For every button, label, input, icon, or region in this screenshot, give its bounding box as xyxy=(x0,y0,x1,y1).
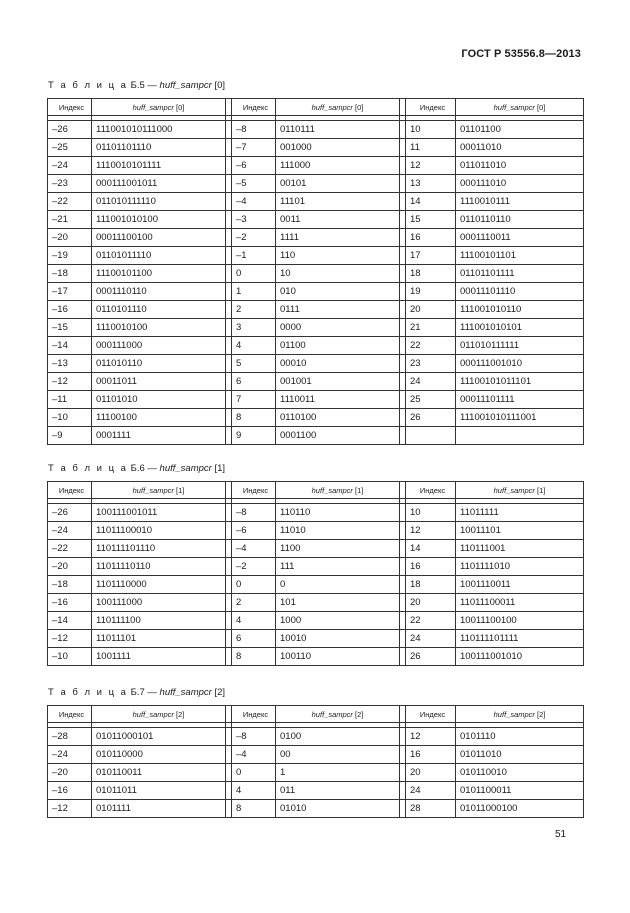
index-cell: 10 xyxy=(406,504,456,522)
code-cell: 111001010111000 xyxy=(92,121,226,139)
code-cell: 011010111111 xyxy=(456,337,584,355)
index-cell: –22 xyxy=(48,540,92,558)
index-cell: –12 xyxy=(48,373,92,391)
index-cell: 6 xyxy=(232,630,276,648)
index-cell: 4 xyxy=(232,337,276,355)
column-header-index: Индекс xyxy=(48,482,92,499)
table-row xyxy=(48,319,584,337)
index-cell: –13 xyxy=(48,355,92,373)
code-cell: 1001111 xyxy=(92,648,226,666)
column-header-code-name: huff_sampcr xyxy=(132,485,174,495)
index-cell: –28 xyxy=(48,728,92,746)
table-row xyxy=(48,373,584,391)
code-cell: 011 xyxy=(276,782,400,800)
code-cell: 1101111010 xyxy=(456,558,584,576)
code-cell: 000111001011 xyxy=(92,175,226,193)
code-cell: 11011100010 xyxy=(92,522,226,540)
table-header-row xyxy=(48,706,584,723)
index-cell: 8 xyxy=(232,409,276,427)
code-cell: 111001010111001 xyxy=(456,409,584,427)
index-cell: –5 xyxy=(232,175,276,193)
index-cell: 1 xyxy=(232,283,276,301)
code-cell: 0110111 xyxy=(276,121,400,139)
index-cell: 20 xyxy=(406,301,456,319)
column-header-code-name: huff_sampcr xyxy=(311,102,353,112)
index-cell: –16 xyxy=(48,782,92,800)
code-cell: 11011101 xyxy=(92,630,226,648)
index-cell: –26 xyxy=(48,121,92,139)
code-cell: 010 xyxy=(276,283,400,301)
code-cell: 10011101 xyxy=(456,522,584,540)
table-row xyxy=(48,522,584,540)
code-cell: 1110010111 xyxy=(456,193,584,211)
code-cell: 100110 xyxy=(276,648,400,666)
code-cell: 1111 xyxy=(276,229,400,247)
code-cell: 111001010101 xyxy=(456,319,584,337)
code-cell: 0011 xyxy=(276,211,400,229)
column-header-index: Индекс xyxy=(232,706,276,723)
table-row xyxy=(48,594,584,612)
column-header-index: Индекс xyxy=(48,99,92,116)
table-header-row xyxy=(48,482,584,499)
column-header-code-name: huff_sampcr xyxy=(311,709,353,719)
code-cell: 1001110011 xyxy=(456,576,584,594)
table-row xyxy=(48,193,584,211)
index-cell: 25 xyxy=(406,391,456,409)
code-cell: 011010110 xyxy=(92,355,226,373)
code-cell: 00 xyxy=(276,746,400,764)
code-cell: 11100101011101 xyxy=(456,373,584,391)
column-header-code-index: [2] xyxy=(537,709,546,719)
index-cell: 24 xyxy=(406,373,456,391)
code-cell: 111001010110 xyxy=(456,301,584,319)
table-header-row xyxy=(48,99,584,116)
code-cell: 1110010101111 xyxy=(92,157,226,175)
caption-prefix: Т а б л и ц а xyxy=(48,463,128,474)
table-row xyxy=(48,576,584,594)
index-cell: –2 xyxy=(232,558,276,576)
code-cell: 0001110110 xyxy=(92,283,226,301)
code-cell: 111001010100 xyxy=(92,211,226,229)
index-cell: 15 xyxy=(406,211,456,229)
index-cell: 24 xyxy=(406,782,456,800)
index-cell: 20 xyxy=(406,764,456,782)
code-cell: 000111000 xyxy=(92,337,226,355)
index-cell: 12 xyxy=(406,728,456,746)
index-cell: –1 xyxy=(232,247,276,265)
index-cell: 0 xyxy=(232,265,276,283)
table-row xyxy=(48,746,584,764)
index-cell: 11 xyxy=(406,139,456,157)
index-cell: –17 xyxy=(48,283,92,301)
code-cell: 0111 xyxy=(276,301,400,319)
code-cell: 0001111 xyxy=(92,427,226,445)
table-row xyxy=(48,139,584,157)
code-table xyxy=(47,481,584,666)
index-cell: –19 xyxy=(48,247,92,265)
code-cell xyxy=(456,427,584,445)
index-cell: 4 xyxy=(232,612,276,630)
index-cell: –4 xyxy=(232,540,276,558)
table-row xyxy=(48,630,584,648)
index-cell: 22 xyxy=(406,337,456,355)
table-row xyxy=(48,175,584,193)
column-header-code-name: huff_sampcr xyxy=(132,102,174,112)
index-cell: –24 xyxy=(48,746,92,764)
index-cell: –18 xyxy=(48,265,92,283)
index-cell: –15 xyxy=(48,319,92,337)
code-cell: 0101111 xyxy=(92,800,226,818)
code-cell: 11011110110 xyxy=(92,558,226,576)
index-cell: 17 xyxy=(406,247,456,265)
column-header-index: Индекс xyxy=(406,706,456,723)
table-row xyxy=(48,211,584,229)
index-cell: 16 xyxy=(406,746,456,764)
index-cell: 3 xyxy=(232,319,276,337)
table-row xyxy=(48,409,584,427)
column-header-code xyxy=(456,482,584,499)
code-cell: 11100100 xyxy=(92,409,226,427)
table-caption xyxy=(48,687,225,698)
code-cell: 11100101101 xyxy=(456,247,584,265)
index-cell: 23 xyxy=(406,355,456,373)
index-cell: 12 xyxy=(406,522,456,540)
code-cell: 0001110011 xyxy=(456,229,584,247)
table-row xyxy=(48,247,584,265)
index-cell: 13 xyxy=(406,175,456,193)
table-row xyxy=(48,265,584,283)
index-cell: –26 xyxy=(48,504,92,522)
code-cell: 11010 xyxy=(276,522,400,540)
code-cell: 01101010 xyxy=(92,391,226,409)
code-cell: 10010 xyxy=(276,630,400,648)
column-header-code xyxy=(276,482,400,499)
code-cell: 001000 xyxy=(276,139,400,157)
index-cell: 5 xyxy=(232,355,276,373)
caption-index: [2] xyxy=(214,687,226,698)
index-cell: –20 xyxy=(48,764,92,782)
code-cell: 0100 xyxy=(276,728,400,746)
caption-number: Б.7 — xyxy=(130,687,157,698)
code-cell: 00011010 xyxy=(456,139,584,157)
column-header-code-index: [1] xyxy=(355,485,364,495)
code-cell: 011010111110 xyxy=(92,193,226,211)
table-row xyxy=(48,764,584,782)
code-cell: 00101 xyxy=(276,175,400,193)
table-row xyxy=(48,558,584,576)
column-header-code-index: [1] xyxy=(176,485,185,495)
index-cell: –4 xyxy=(232,746,276,764)
index-cell: –7 xyxy=(232,139,276,157)
code-cell: 11101 xyxy=(276,193,400,211)
index-cell: –12 xyxy=(48,800,92,818)
column-header-code-name: huff_sampcr xyxy=(311,485,353,495)
code-cell: 1110010100 xyxy=(92,319,226,337)
code-cell: 110111101111 xyxy=(456,630,584,648)
code-cell: 110111001 xyxy=(456,540,584,558)
document-header: ГОСТ Р 53556.8—2013 xyxy=(461,48,581,60)
index-cell: –23 xyxy=(48,175,92,193)
index-cell: –16 xyxy=(48,594,92,612)
code-cell: 110 xyxy=(276,247,400,265)
code-cell: 110111101110 xyxy=(92,540,226,558)
column-header-index: Индекс xyxy=(232,482,276,499)
table-row xyxy=(48,612,584,630)
caption-number: Б.5 — xyxy=(130,80,157,91)
index-cell: 8 xyxy=(232,648,276,666)
code-cell: 01011000100 xyxy=(456,800,584,818)
code-cell: 1101110000 xyxy=(92,576,226,594)
index-cell: 26 xyxy=(406,409,456,427)
index-cell: –14 xyxy=(48,337,92,355)
code-cell: 011011010 xyxy=(456,157,584,175)
index-cell: –8 xyxy=(232,728,276,746)
code-cell: 01011011 xyxy=(92,782,226,800)
code-cell: 000111001010 xyxy=(456,355,584,373)
code-cell: 11011111 xyxy=(456,504,584,522)
index-cell: –6 xyxy=(232,522,276,540)
column-header-code-name: huff_sampcr xyxy=(493,709,535,719)
caption-prefix: Т а б л и ц а xyxy=(48,80,128,91)
column-header-code xyxy=(276,99,400,116)
column-header-code-index: [2] xyxy=(176,709,185,719)
code-cell: 010110011 xyxy=(92,764,226,782)
code-cell: 0110101110 xyxy=(92,301,226,319)
table-row xyxy=(48,504,584,522)
table-row xyxy=(48,301,584,319)
index-cell xyxy=(406,427,456,445)
code-cell: 1 xyxy=(276,764,400,782)
column-header-code-name: huff_sampcr xyxy=(493,102,535,112)
index-cell: –22 xyxy=(48,193,92,211)
code-cell: 10011100100 xyxy=(456,612,584,630)
code-table xyxy=(47,98,584,445)
code-cell: 10 xyxy=(276,265,400,283)
code-cell: 010110000 xyxy=(92,746,226,764)
index-cell: –12 xyxy=(48,630,92,648)
code-cell: 0 xyxy=(276,576,400,594)
table-caption xyxy=(48,80,225,91)
column-header-code-index: [0] xyxy=(355,102,364,112)
caption-name: huff_sampcr xyxy=(159,463,212,474)
column-header-index: Индекс xyxy=(232,99,276,116)
table-row xyxy=(48,283,584,301)
code-cell: 010110010 xyxy=(456,764,584,782)
code-cell: 01101011110 xyxy=(92,247,226,265)
code-cell: 001001 xyxy=(276,373,400,391)
code-cell: 100111001010 xyxy=(456,648,584,666)
index-cell: –2 xyxy=(232,229,276,247)
caption-index: [1] xyxy=(214,463,226,474)
column-header-code-index: [0] xyxy=(537,102,546,112)
column-header-code-index: [2] xyxy=(355,709,364,719)
index-cell: 10 xyxy=(406,121,456,139)
index-cell: 19 xyxy=(406,283,456,301)
code-cell: 111000 xyxy=(276,157,400,175)
caption-prefix: Т а б л и ц а xyxy=(48,687,128,698)
code-cell: 101 xyxy=(276,594,400,612)
index-cell: 4 xyxy=(232,782,276,800)
code-cell: 00011011 xyxy=(92,373,226,391)
column-header-index: Индекс xyxy=(48,706,92,723)
index-cell: 8 xyxy=(232,800,276,818)
caption-name: huff_sampcr xyxy=(159,80,212,91)
index-cell: –10 xyxy=(48,648,92,666)
index-cell: 18 xyxy=(406,265,456,283)
table-row xyxy=(48,121,584,139)
index-cell: –11 xyxy=(48,391,92,409)
code-cell: 1100 xyxy=(276,540,400,558)
table-row xyxy=(48,800,584,818)
table-row xyxy=(48,337,584,355)
index-cell: –8 xyxy=(232,504,276,522)
table-row xyxy=(48,229,584,247)
code-cell: 0001100 xyxy=(276,427,400,445)
code-table xyxy=(47,705,584,818)
index-cell: –6 xyxy=(232,157,276,175)
index-cell: 0 xyxy=(232,764,276,782)
code-cell: 0110100 xyxy=(276,409,400,427)
index-cell: –20 xyxy=(48,229,92,247)
column-header-code-name: huff_sampcr xyxy=(132,709,174,719)
index-cell: –24 xyxy=(48,522,92,540)
code-cell: 0101100011 xyxy=(456,782,584,800)
code-cell: 01101101110 xyxy=(92,139,226,157)
code-cell: 01011010 xyxy=(456,746,584,764)
column-header-code xyxy=(92,99,226,116)
index-cell: 16 xyxy=(406,558,456,576)
caption-number: Б.6 — xyxy=(130,463,157,474)
code-cell: 1000 xyxy=(276,612,400,630)
index-cell: –20 xyxy=(48,558,92,576)
index-cell: –4 xyxy=(232,193,276,211)
code-cell: 00011101111 xyxy=(456,391,584,409)
index-cell: –16 xyxy=(48,301,92,319)
index-cell: 14 xyxy=(406,540,456,558)
index-cell: 28 xyxy=(406,800,456,818)
code-cell: 110110 xyxy=(276,504,400,522)
column-header-index: Индекс xyxy=(406,99,456,116)
table-row xyxy=(48,648,584,666)
table-caption xyxy=(48,463,225,474)
index-cell: 18 xyxy=(406,576,456,594)
code-cell: 1110011 xyxy=(276,391,400,409)
index-cell: –21 xyxy=(48,211,92,229)
code-cell: 01100 xyxy=(276,337,400,355)
code-cell: 111 xyxy=(276,558,400,576)
column-header-index: Индекс xyxy=(406,482,456,499)
index-cell: –18 xyxy=(48,576,92,594)
code-cell: 11100101100 xyxy=(92,265,226,283)
index-cell: 7 xyxy=(232,391,276,409)
caption-index: [0] xyxy=(214,80,226,91)
table-row xyxy=(48,157,584,175)
index-cell: –9 xyxy=(48,427,92,445)
code-cell: 0110110110 xyxy=(456,211,584,229)
table-row xyxy=(48,540,584,558)
column-header-code-name: huff_sampcr xyxy=(493,485,535,495)
index-cell: 2 xyxy=(232,594,276,612)
index-cell: 9 xyxy=(232,427,276,445)
code-cell: 11011100011 xyxy=(456,594,584,612)
table-row xyxy=(48,728,584,746)
table-row xyxy=(48,427,584,445)
index-cell: –14 xyxy=(48,612,92,630)
column-header-code xyxy=(456,99,584,116)
code-cell: 00010 xyxy=(276,355,400,373)
index-cell: 12 xyxy=(406,157,456,175)
column-header-code xyxy=(92,482,226,499)
code-cell: 100111001011 xyxy=(92,504,226,522)
index-cell: 14 xyxy=(406,193,456,211)
index-cell: 20 xyxy=(406,594,456,612)
column-header-code xyxy=(276,706,400,723)
index-cell: –24 xyxy=(48,157,92,175)
column-header-code-index: [0] xyxy=(176,102,185,112)
index-cell: 6 xyxy=(232,373,276,391)
index-cell: –3 xyxy=(232,211,276,229)
code-cell: 00011101110 xyxy=(456,283,584,301)
code-cell: 01011000101 xyxy=(92,728,226,746)
index-cell: 16 xyxy=(406,229,456,247)
index-cell: 24 xyxy=(406,630,456,648)
code-cell: 01101101111 xyxy=(456,265,584,283)
table-row xyxy=(48,391,584,409)
index-cell: 22 xyxy=(406,612,456,630)
index-cell: 2 xyxy=(232,301,276,319)
code-cell: 0000 xyxy=(276,319,400,337)
column-header-code xyxy=(92,706,226,723)
index-cell: 26 xyxy=(406,648,456,666)
index-cell: –25 xyxy=(48,139,92,157)
code-cell: 01010 xyxy=(276,800,400,818)
index-cell: 21 xyxy=(406,319,456,337)
code-cell: 01101100 xyxy=(456,121,584,139)
table-row xyxy=(48,782,584,800)
index-cell: 0 xyxy=(232,576,276,594)
column-header-code-index: [1] xyxy=(537,485,546,495)
code-cell: 110111100 xyxy=(92,612,226,630)
code-cell: 0101110 xyxy=(456,728,584,746)
code-cell: 000111010 xyxy=(456,175,584,193)
code-cell: 00011100100 xyxy=(92,229,226,247)
index-cell: –10 xyxy=(48,409,92,427)
index-cell: –8 xyxy=(232,121,276,139)
column-header-code xyxy=(456,706,584,723)
page-number: 51 xyxy=(555,829,567,840)
caption-name: huff_sampcr xyxy=(159,687,212,698)
code-cell: 100111000 xyxy=(92,594,226,612)
table-row xyxy=(48,355,584,373)
